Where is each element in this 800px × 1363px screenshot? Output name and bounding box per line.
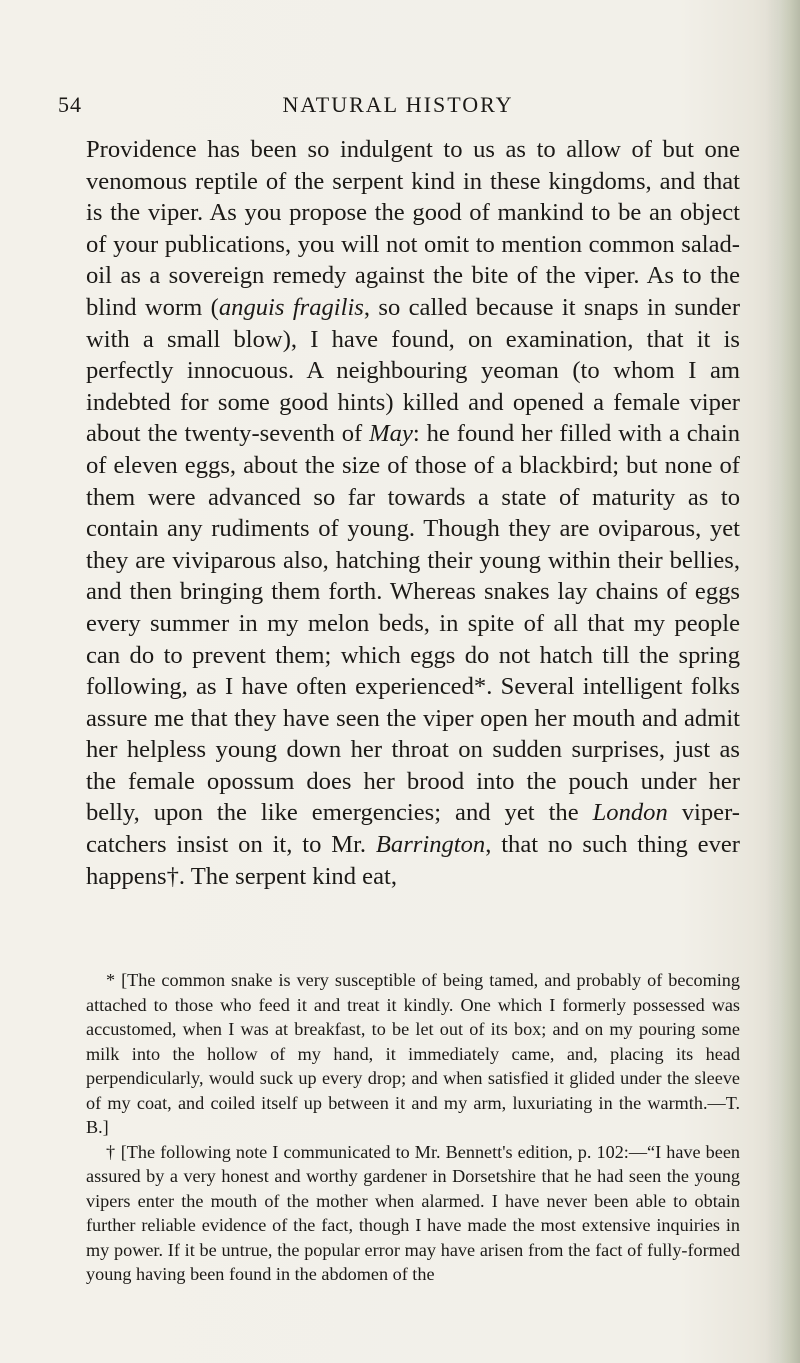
body-italic-may: May bbox=[369, 420, 413, 448]
footnote-1: * [The common snake is very susceptible of being tamed, and probably of becoming attached to those who feed it and treat it kindly. One which I formerly possessed was accustomed, when I was at breakfast, to be let out of its box; and on my pouring some milk into the hollow of my hand, it immediately came, and, placing its head perpendicularly, would suck up every drop; and when satisfied it glided under the sleeve of my coat, and coiled itself up between it and my arm, luxuriating in the warmth.—T. B.] bbox=[86, 970, 740, 1137]
body-italic-barrington: Barrington bbox=[375, 831, 486, 859]
body-text-6: , that no such thing ever happens bbox=[86, 831, 740, 890]
body-text-1: Providence has been so indulgent to us as to allow of but one venomous reptile of the serpent kind in these kingdoms, and that is the viper. As you propose the good of mankind to be an object of your publications, you will not omit to mention common salad-oil as a sovereign remedy against the bite of the viper. As to the blind worm ( bbox=[86, 136, 740, 321]
body-text-3: : he found her filled with a chain of eleven eggs, about the size of those of a blackbird; but none of them were advanced so far towards a state of maturity as to contain any rudiments of young. Though they are oviparous, yet they are viviparous also, hatching their young within their bellies, and then bringing them forth. Whereas snakes lay chains of eggs every summer in my melon beds, in spite of all that my people can do to prevent them; which eggs do not hatch till the spring following, as I have often experienced bbox=[86, 420, 740, 701]
running-head: NATURAL HISTORY bbox=[282, 92, 514, 117]
body-text-4: . Several intelligent folks assure me that they have seen the viper open her mouth and admit her helpless young down her throat on sudden surprises, just as the female opossum does her brood into the pouch under her belly, upon the like emergencies; and yet the bbox=[86, 673, 740, 827]
main-text bbox=[86, 134, 740, 892]
body-italic-london: London bbox=[592, 799, 668, 827]
footnote-marker-2: † bbox=[166, 862, 179, 890]
body-italic-anguis: anguis fragilis bbox=[218, 293, 364, 321]
footnote-2: † [The following note I communicated to Mr. Bennett's edition, p. 102:—“I have been assured by a very honest and worthy gardener in Dorsetshire that he had seen the young vipers enter the mouth of the mother when alarmed. I have never been able to obtain further reliable evidence of the fact, though I have made the most extensive inquiries in my power. If it be untrue, the popular error may have arisen from the fact of fully-formed young having been found in the abdomen of the bbox=[86, 1141, 740, 1284]
body-text-5: viper-catchers insist on it, to Mr. bbox=[86, 799, 740, 859]
body-text-7: . The serpent kind eat, bbox=[178, 862, 397, 890]
page-edge-shadow bbox=[766, 0, 800, 1363]
page-header bbox=[58, 92, 738, 124]
body-text-2: , so called because it snaps in sunder with a small blow), I have found, on examination, that it is perfectly innocuous. A neighbouring yeoman (to whom I am indebted for some good hints) killed and opened a female viper about the twenty-seventh of bbox=[86, 293, 741, 448]
page-number: 54 bbox=[58, 92, 82, 117]
footnotes bbox=[86, 968, 740, 1287]
footnote-marker-1: * bbox=[473, 673, 487, 701]
body-paragraph bbox=[86, 134, 740, 892]
